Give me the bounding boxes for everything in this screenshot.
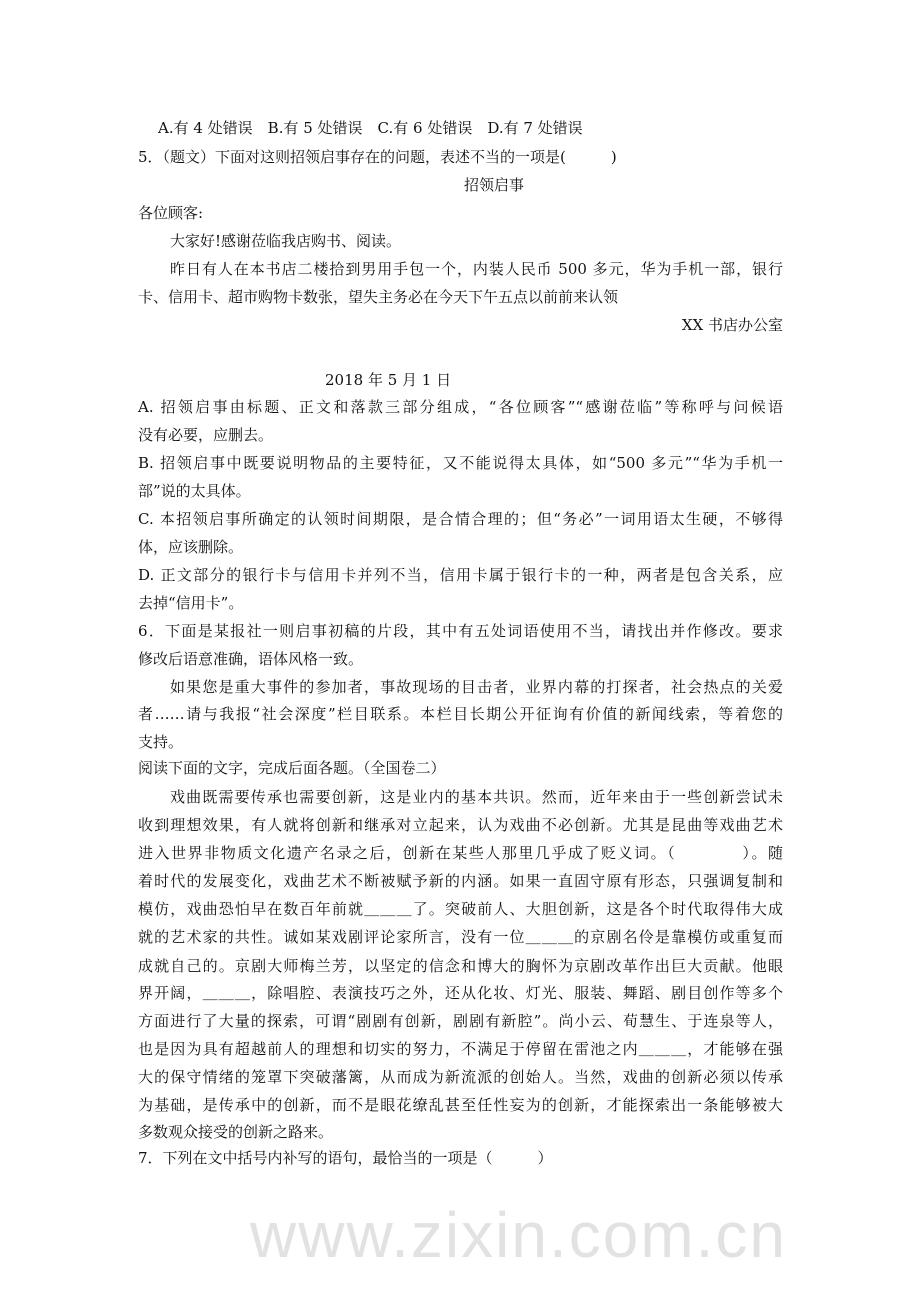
option-c-line: C. 本招领启事所确定的认领时间期限，是合情合理的；但“务必”一词用语太生硬，不够得 xyxy=(138,510,783,528)
notice-body-line: 昨日有人在本书店二楼拾到男用手包一个，内装人民币 500 多元，华为手机一部，银行 xyxy=(170,260,783,278)
notice-body-line: 卡、信用卡、超市购物卡数张，望失主务必在今天下午五点以前前来认领 xyxy=(138,288,619,306)
passage-line: 收到理想效果，有人就将创新和继承对立起来，认为戏曲不必创新。尤其是昆曲等戏曲艺术 xyxy=(138,816,783,834)
q6-passage-line: 支持。 xyxy=(138,733,184,751)
notice-greeting: 大家好!感谢莅临我店购书、阅读。 xyxy=(170,232,402,250)
q6-passage-line: 者……请与我报“社会深度”栏目联系。本栏目长期公开征询有价值的新闻线索，等着您的 xyxy=(138,705,783,723)
option-a-line: A. 招领启事由标题、正文和落款三部分组成，“各位顾客”“感谢莅临”等称呼与问候语 xyxy=(138,398,783,416)
passage-line: 方面进行了大量的探索，可谓“剧剧有创新，剧剧有新腔”。尚小云、荀慧生、于连泉等人， xyxy=(138,1012,783,1030)
notice-title: 招领启事 xyxy=(464,176,525,194)
option-b-line: 部”说的太具体。 xyxy=(138,482,251,500)
notice-salutation: 各位顾客: xyxy=(138,204,204,222)
passage-line: 着时代的发展变化，戏曲艺术不断被赋予新的内涵。如果一直固守原有形态，只强调复制和 xyxy=(138,872,783,890)
reading-instruction: 阅读下面的文字，完成后面各题。（全国卷二） xyxy=(138,759,446,777)
q7-stem: 7．下列在文中括号内补写的语句，最恰当的一项是（ ） xyxy=(138,1149,553,1167)
option-b-line: B. 招领启事中既要说明物品的主要特征，又不能说得太具体，如“500 多元”“华为手机一 xyxy=(138,454,783,472)
q6-stem-line: 6．下面是某报社一则启事初稿的片段，其中有五处词语使用不当，请找出并作修改。要求 xyxy=(138,622,783,640)
passage-line: 进入世界非物质文化遗产名录之后，创新在某些人那里几乎成了贬义词。（ ）。随 xyxy=(138,844,783,862)
passage-line: 成就自己的。京剧大师梅兰芳，以坚定的信念和博大的胸怀为京剧改革作出巨大贡献。他眼 xyxy=(138,957,783,975)
watermark: www.zixin.com.cn xyxy=(250,1199,787,1271)
passage-line: 多数观众接受的创新之路来。 xyxy=(138,1123,334,1141)
passage-line: 大的保守情绪的笼罩下突破藩篱，从而成为新流派的创始人。当然，戏曲的创新必须以传承 xyxy=(138,1068,783,1086)
q6-stem-line: 修改后语意准确，语体风格一致。 xyxy=(138,650,364,668)
passage-line: 就的艺术家的共性。诚如某戏剧评论家所言，没有一位＿＿＿的京剧名伶是靠模仿或重复而 xyxy=(138,928,783,946)
passage-line: 也是因为具有超越前人的理想和切实的努力，不满足于停留在雷池之内＿＿＿，才能够在强 xyxy=(138,1040,783,1058)
passage-line: 界开阔，＿＿＿，除唱腔、表演技巧之外，还从化妆、灯光、服装、舞蹈、剧目创作等多个 xyxy=(138,984,783,1002)
option-c-line: 体，应该删除。 xyxy=(138,538,244,556)
option-a-line: 没有必要，应删去。 xyxy=(138,426,274,444)
notice-signature: XX 书店办公室 xyxy=(681,316,783,334)
q5-stem: 5．（题文）下面对这则招领启事存在的问题，表述不当的一项是( ) xyxy=(138,148,617,166)
notice-date: 2018 年 5 月 1 日 xyxy=(325,371,452,389)
option-d-line: D. 正文部分的银行卡与信用卡并列不当，信用卡属于银行卡的一种，两者是包含关系，应 xyxy=(138,566,783,584)
passage-line: 为基础，是传承中的创新，而不是眼花缭乱甚至任性妄为的创新，才能探索出一条能够被大 xyxy=(138,1096,783,1114)
q4-options: A.有 4 处错误 B.有 5 处错误 C.有 6 处错误 D.有 7 处错误 xyxy=(158,119,583,137)
passage-line: 戏曲既需要传承也需要创新，这是业内的基本共识。然而，近年来由于一些创新尝试未 xyxy=(170,788,783,806)
q6-passage-line: 如果您是重大事件的参加者，事故现场的目击者，业界内幕的打探者，社会热点的关爱 xyxy=(170,678,783,696)
option-d-line: 去掉“信用卡”。 xyxy=(138,594,244,612)
passage-line: 模仿，戏曲恐怕早在数百年前就＿＿＿了。突破前人、大胆创新，这是各个时代取得伟大成 xyxy=(138,900,783,918)
